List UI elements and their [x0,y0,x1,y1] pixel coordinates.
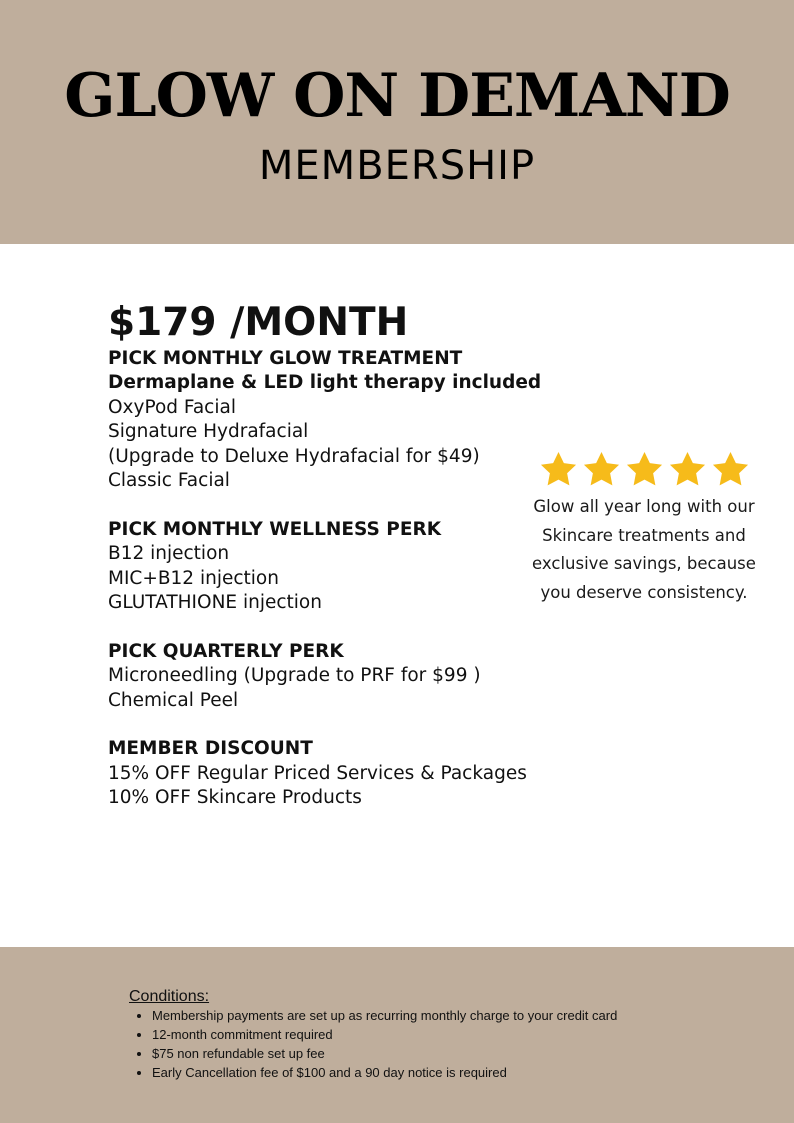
star-icon [668,450,707,489]
section-heading: MEMBER DISCOUNT [108,738,313,760]
price: $179 /MONTH [108,300,409,345]
membership-details [108,300,578,811]
list-item: Chemical Peel [108,689,239,711]
conditions-title: Conditions: [129,988,210,1005]
star-icon [582,450,621,489]
section-member-discount [108,737,578,811]
rating-block [518,450,770,607]
list-item: • Membership payments are set up as recurring monthly charge to your credit card [152,1006,617,1025]
star-rating [518,450,770,489]
section-heading: PICK MONTHLY GLOW TREATMENT [108,347,463,369]
list-item: OxyPod Facial [108,396,236,418]
list-item: • $75 non refundable set up fee [152,1044,617,1063]
list-item: Dermaplane & LED light therapy included [108,372,542,394]
tagline: Glow all year long with our Skincare treatments and exclusive savings, because you deserve consistency. [532,497,756,602]
page-subtitle: MEMBERSHIP [258,143,536,189]
list-item: (Upgrade to Deluxe Hydrafacial for $49) [108,445,480,467]
list-item: Classic Facial [108,470,230,492]
list-item: Microneedling (Upgrade to PRF for $99 ) [108,665,481,687]
star-icon [625,450,664,489]
section-wellness-perk [108,518,578,616]
section-heading: PICK QUARTERLY PERK [108,640,344,662]
list-item: B12 injection [108,543,230,565]
header-band [0,0,794,244]
list-item: • Early Cancellation fee of $100 and a 90 day notice is required [152,1063,617,1082]
page-title: GLOW ON DEMAND [64,61,730,131]
section-heading: PICK MONTHLY WELLNESS PERK [108,518,442,540]
list-item: • 12-month commitment required [152,1025,617,1044]
list-item: GLUTATHIONE injection [108,592,322,614]
list-item: MIC+B12 injection [108,567,279,589]
section-glow-treatment [108,347,578,494]
section-quarterly-perk [108,640,578,714]
conditions-list [129,1006,617,1082]
list-item: 15% OFF Regular Priced Services & Packages [108,762,527,784]
list-item: 10% OFF Skincare Products [108,787,362,809]
star-icon [539,450,578,489]
list-item: Signature Hydrafacial [108,421,309,443]
star-icon [711,450,750,489]
